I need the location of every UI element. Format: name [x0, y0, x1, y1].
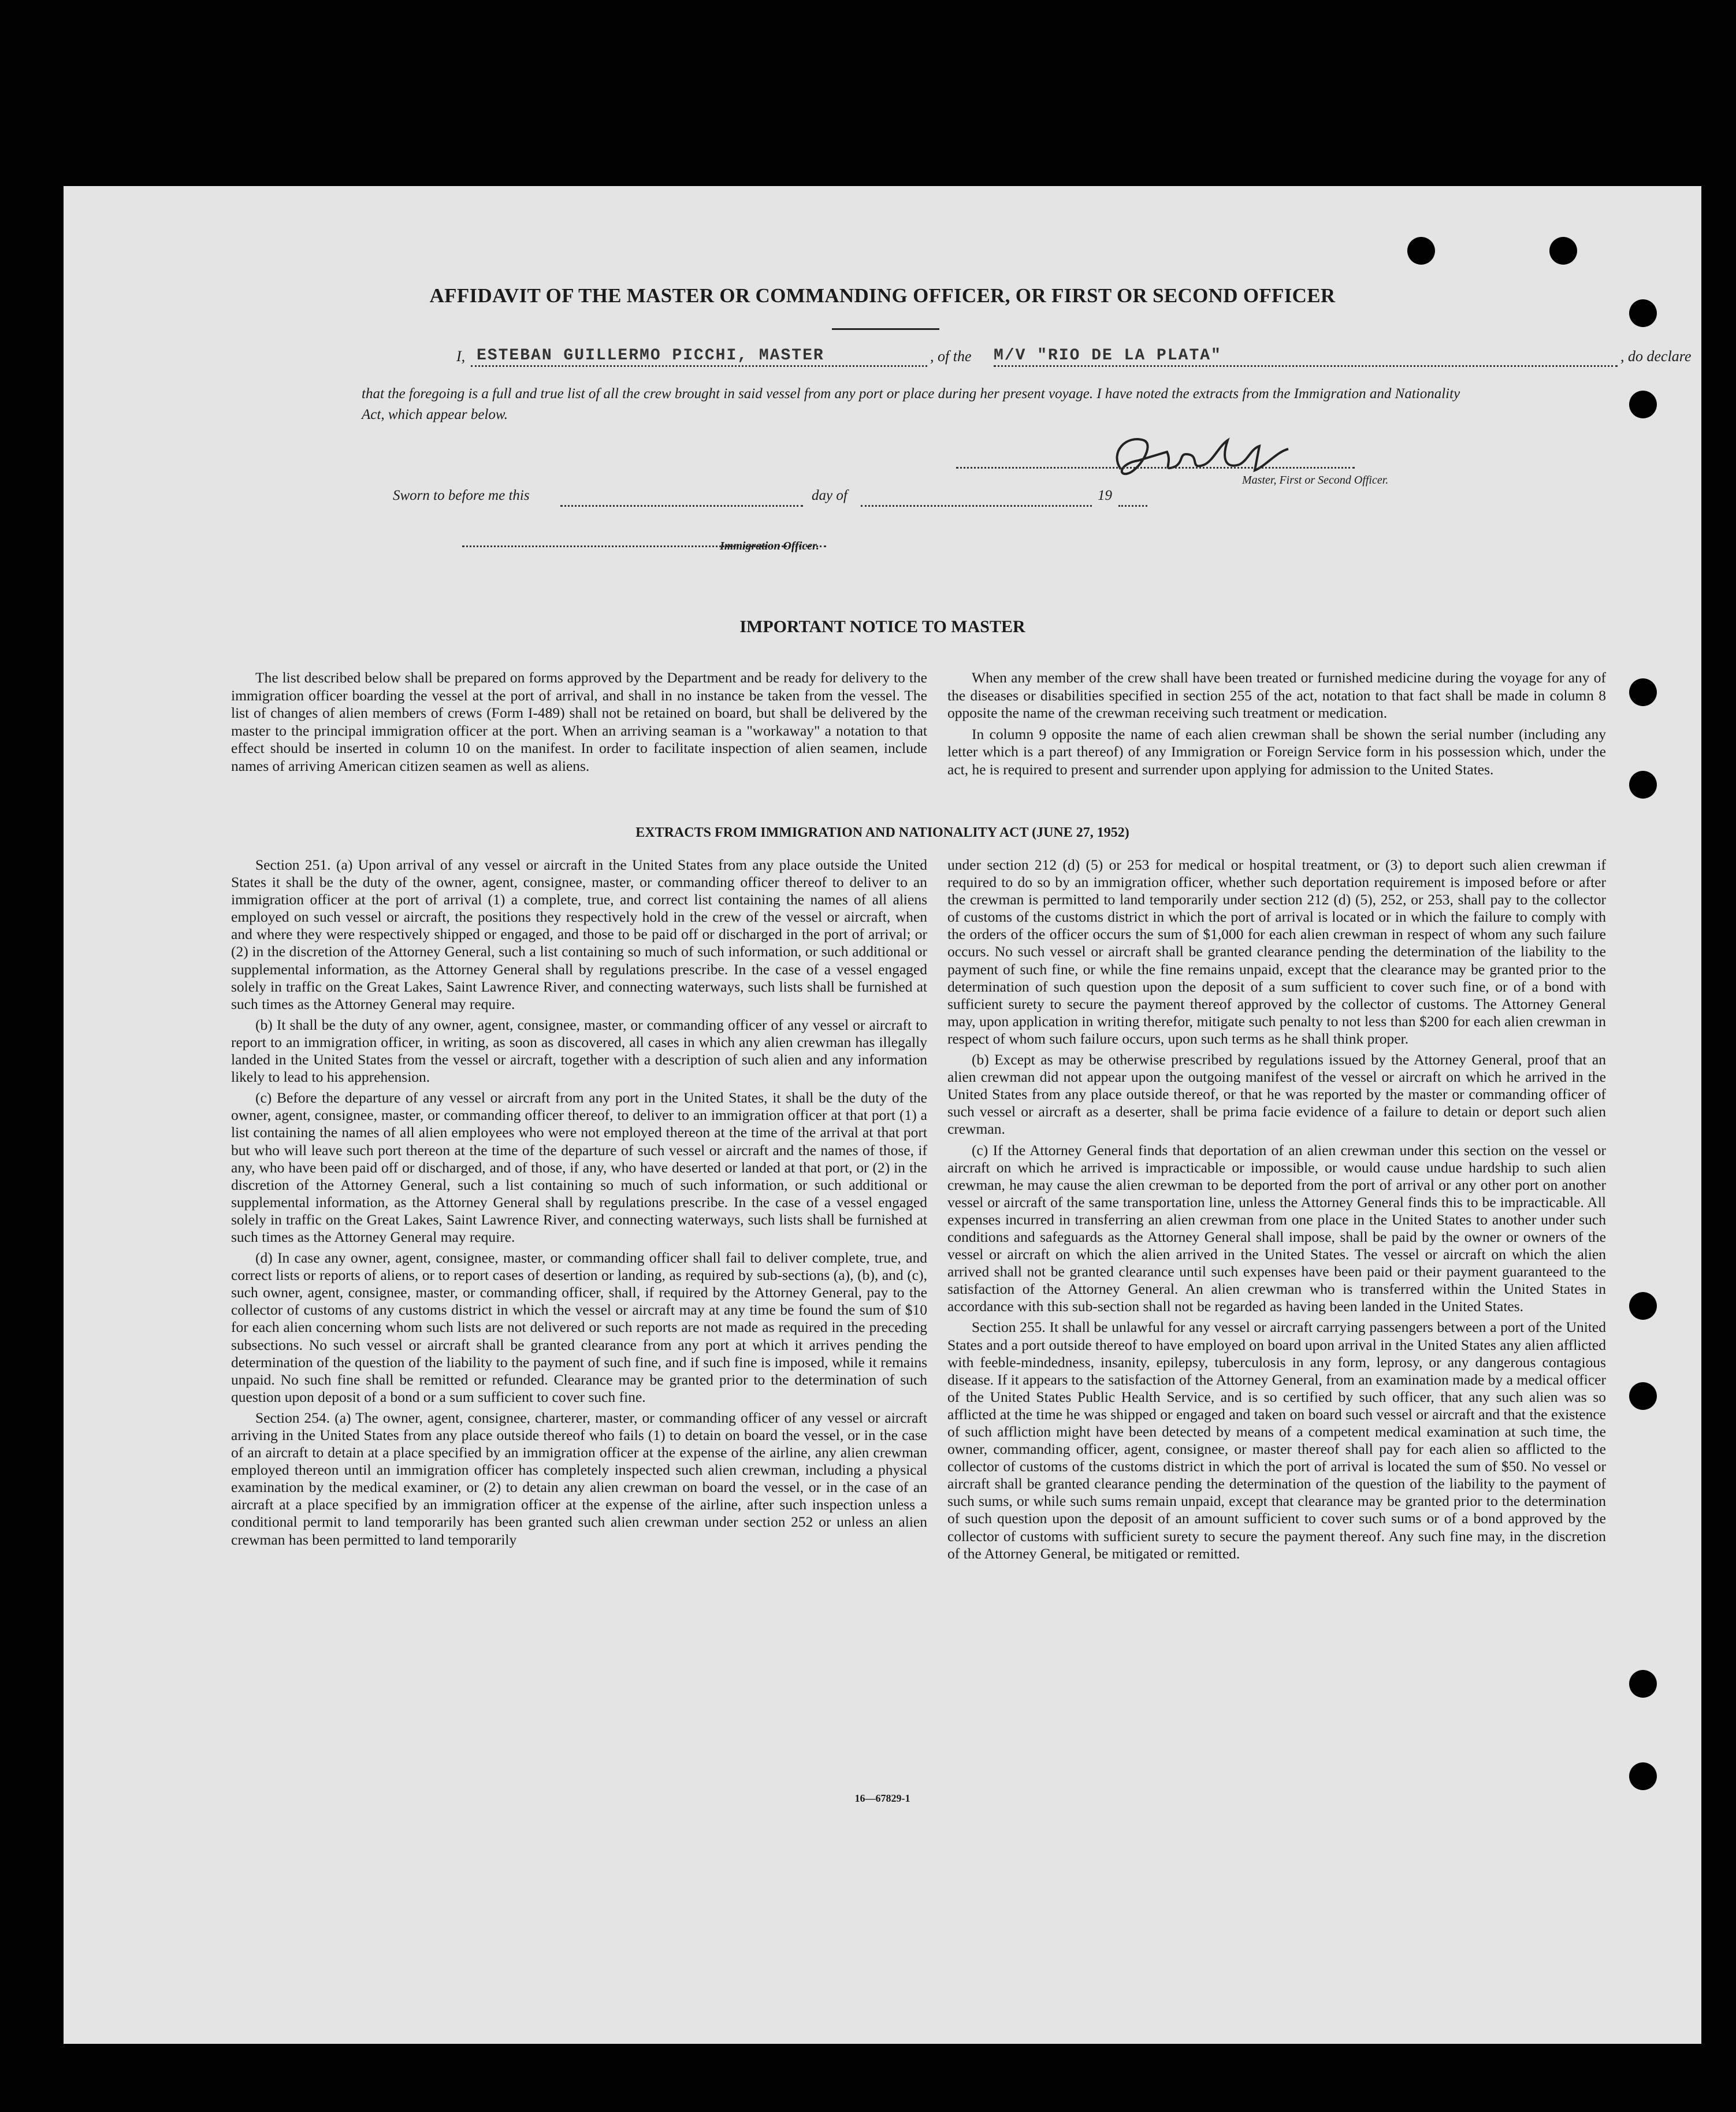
form-number: 16—67829-1 — [854, 1792, 910, 1804]
affidavit-sheet — [64, 186, 1701, 2044]
signature-caption: Master, First or Second Officer. — [1242, 474, 1389, 487]
master-name: ESTEBAN GUILLERMO PICCHI, MASTER — [477, 347, 824, 365]
i-label: I, — [456, 348, 466, 365]
punch-hole — [1629, 1762, 1657, 1790]
punch-hole — [1549, 237, 1577, 265]
notice-right-paragraph-1: When any member of the crew shall have been treated or furnished medicine during the voyage for any of the diseases or disabilities specified in section 255 of the act, notation to that fact shall be made in column 8 opposite the name of the crewman receiving such treatment or medication. — [947, 669, 1606, 722]
notice-left-paragraph: The list described below shall be prepared on forms approved by the Department and be ready for delivery to the immigration officer boarding the vessel at the port of arrival, and shall in no instance be taken from the vessel. The list of changes of alien members of crews (Form I-489) shall not be retained on board, but shall be delivered by the master to the principal immigration officer at the port. When an arriving seaman is a "workaway" a notation to that effect should be inserted in column 10 on the manifest. In order to facilitate inspection of alien seamen, include names of arriving American citizen seamen as well as aliens. — [231, 669, 927, 774]
notice-right — [947, 669, 1606, 782]
extracts-right-column — [947, 856, 1606, 1566]
section-254-a-continued: under section 212 (d) (5) or 253 for medical or hospital treatment, or (3) to deport such alien crewman if required to do so by an immigration officer, whether such deportation requirement is imposed before or after the crewman is permitted to land temporarily under section 212 (d) (5), 252, or 253, shall pay to the collector of customs of the customs district in which the port of arrival is located or in which the failure to comply with the orders of the officer occurs the sum of $1,000 for each alien crewman in respect of whom any such failure occurs. No such vessel or aircraft shall be granted clearance pending the determination of the liability to the payment of such fine, or while the fine remains unpaid, except that the clearance may be granted prior to the determination of such question upon the deposit of a sum sufficient to cover such fine, or of a bond with sufficient surety to secure the payment thereof approved by the collector of customs. The Attorney General may, upon application in writing therefor, mitigate such penalty to not less than $200 for each alien crewman in respect of whom such failure occurs, upon such terms as he shall think proper. — [947, 856, 1606, 1047]
punch-hole — [1629, 391, 1657, 418]
month-line — [861, 488, 1092, 507]
section-254-b: (b) Except as may be otherwise prescribed by regulations issued by the Attorney General, proof that an alien crewman did not appear upon the outgoing manifest of the vessel or aircraft on which he arrived in the United States from any place outside thereof, or that he was reported by the master or commanding officer of such vessel or aircraft as a deserter, shall be prima facie evidence of a failure to detain or deport such alien crewman. — [947, 1051, 1606, 1138]
punch-hole — [1629, 678, 1657, 706]
sworn-label: Sworn to before me this — [393, 488, 530, 503]
punch-hole — [1629, 1670, 1657, 1698]
vessel-name: M/V "RIO DE LA PLATA" — [994, 347, 1222, 365]
section-251-b: (b) It shall be the duty of any owner, agent, consignee, master, or commanding officer of any vessel or aircraft to report to an immigration officer, in writing, as soon as discovered, all cases in which any alien crewman has illegally landed in the United States from the vessel or aircraft, together with a description of such alien and any information likely to lead to his apprehension. — [231, 1016, 927, 1086]
section-254-c: (c) If the Attorney General finds that deportation of an alien crewman under this section on the vessel or aircraft on which he arrived is impracticable or impossible, or would cause undue hardship to such alien crewman, he may cause the alien crewman to be deported from the port of arrival or any other port on another vessel or aircraft of the same transportation line, unless the Attorney General finds this to be impracticable. All expenses incurred in transferring an alien crewman from one place in the United States to another under such conditions and safeguards as the Attorney General shall impose, shall be paid by the owner or owners of the vessel or aircraft on which the alien arrived in the United States. The vessel or aircraft on which the alien arrived shall not be granted clearance until such expenses have been paid or their payment guaranteed to the satisfaction of the Attorney General. An alien crewman who is transferred within the United States in accordance with this sub-section shall not be regarded as having been landed in the United States. — [947, 1141, 1606, 1315]
signature-line — [956, 450, 1355, 469]
affidavit-title: AFFIDAVIT OF THE MASTER OR COMMANDING OFFICER, OR FIRST OR SECOND OFFICER — [429, 284, 1336, 307]
punch-hole — [1629, 1292, 1657, 1320]
declaration-line — [393, 347, 1692, 371]
year-line — [1118, 488, 1147, 507]
punch-hole — [1629, 1382, 1657, 1410]
year-label: 19 — [1098, 488, 1112, 503]
notice-right-paragraph-2: In column 9 opposite the name of each alien crewman shall be shown the serial number (including any letter which is a part thereof) of any Immigration or Foreign Service form in his possession which, under the act, he is required to present and surrender upon applying for admission to the United States. — [947, 725, 1606, 778]
section-251-a: Section 251. (a) Upon arrival of any vessel or aircraft in the United States from any place outside the United States it shall be the duty of the owner, agent, consignee, master, or commanding officer thereof to deliver to an immigration officer at the port of arrival (1) a complete, true, and correct list containing the names of all aliens employed on such vessel or aircraft, the positions they respectively hold in the crew of the vessel or aircraft, when and where they were respectively shipped or engaged, and those to be paid off or discharged in the port of arrival; or (2) in the discretion of the Attorney General, such a list containing so much of such information, or such additional or supplemental information, as the Attorney General shall by regulations prescribe. In the case of a vessel engaged solely in traffic on the Great Lakes, Saint Lawrence River, and connecting waterways, such lists shall be furnished at such times as the Attorney General may require. — [231, 856, 927, 1012]
sworn-line — [393, 488, 1202, 511]
of-the-label: , of the — [930, 348, 972, 365]
extracts-title: EXTRACTS FROM IMMIGRATION AND NATIONALITY ACT (JUNE 27, 1952) — [635, 825, 1129, 840]
punch-hole — [1629, 771, 1657, 799]
section-255: Section 255. It shall be unlawful for any vessel or aircraft carrying passengers between a port of the United States and a port outside thereof to have employed on board upon arrival in the United States any alien afflicted with feeble-mindedness, insanity, epilepsy, tuberculosis in any form, leprosy, or any dangerous contagious disease. If it appears to the satisfaction of the Attorney General, from an examination made by a medical officer of the United States Public Health Service, and is so certified by such officer, that any such alien was so afflicted at the time he was shipped or engaged and taken on board such vessel or aircraft and that the existence of such affliction might have been detected by means of a competent medical examination at such time, the owner, commanding officer, agent, consignee, or master thereof shall pay for each alien so afflicted to the collector of customs of the customs district in which the port of arrival is located the sum of $50. No vessel or aircraft shall be granted clearance pending the determination of the question of the liability to the payment of such sums, or while such sums remain unpaid, except that clearance may be granted prior to the determination of such question upon the deposit of an amount sufficient to cover such sums or of a bond approved by the collector of customs with sufficient surety to secure the payment thereof. Any such fine may, in the discretion of the Attorney General, be mitigated or remitted. — [947, 1319, 1606, 1562]
sworn-date-line — [560, 488, 803, 507]
title-rule — [832, 328, 939, 330]
section-251-d: (d) In case any owner, agent, consignee, master, or commanding officer shall fail to deliver complete, true, and correct lists or reports of aliens, or to report cases of desertion or landing, as required by sub-sections (a), (b), and (c), such owner, agent, consignee, master, or commanding officer, shall, if required by the Attorney General, pay to the collector of customs of any customs district in which the vessel or aircraft may at any time be found the sum of $10 for each alien concerning whom such lists are not delivered or such reports are not made as required in the preceding subsections. No such vessel or aircraft shall be granted clearance from any port at which it arrives pending the determination of the question of the liability to the payment of such fine, and if such fine is imposed, while it remains unpaid. No such fine shall be remitted or refunded. Clearance may be granted prior to the determination of such question upon deposit of a bond or a sum sufficient to cover such fine. — [231, 1249, 927, 1405]
notice-title: IMPORTANT NOTICE TO MASTER — [739, 617, 1025, 636]
punch-hole — [1407, 237, 1435, 265]
section-251-c: (c) Before the departure of any vessel or aircraft from any port in the United States, it shall be the duty of the owner, agent, consignee, master, or commanding officer thereof, to deliver to an immigration officer at that port (1) a list containing the names of all alien employees who were not employed thereon at the time of the arrival at that port but who will leave such port thereon at the time of the departure of such vessel or aircraft and the names of those, if any, who have been paid off or discharged, and of those, if any, who have deserted or landed at that port, or (2) in the discretion of the Attorney General, such a list containing so much of such information, or such additional or supplemental information, as the Attorney General shall by regulations prescribe. In the case of a vessel engaged solely in traffic on the Great Lakes, Saint Lawrence River, and connecting waterways, such lists shall be furnished at such times as the Attorney General may require. — [231, 1089, 927, 1245]
notice-left — [231, 669, 927, 779]
section-254-a: Section 254. (a) The owner, agent, consignee, charterer, master, or commanding officer of any vessel or aircraft arriving in the United States from any place outside thereof who fails (1) to detain on board the vessel, or in the case of an aircraft to detain at a place specified by an immigration officer at the expense of the airline, any alien crewman employed thereon until an immigration officer has completely inspected such alien crewman, including a physical examination by the medical examiner, or (2) to detain any alien crewman on board the vessel, or in the case of an aircraft at a place specified by an immigration officer at the expense of the airline, after such inspection unless a conditional permit to land temporarily has been granted such alien crewman under section 252 or unless an alien crewman has been permitted to land temporarily — [231, 1409, 927, 1548]
day-of-label: day of — [812, 488, 847, 503]
do-declare-label: , do declare — [1620, 348, 1692, 365]
declaration-text: that the foregoing is a full and true list of all the crew brought in said vessel from any port or place during her present voyage. I have noted the extracts from the Immigration and Nationality Act, which appear below. — [362, 386, 1460, 422]
officer-caption: Immigration Officer. — [720, 540, 819, 552]
extracts-left-column — [231, 856, 927, 1552]
